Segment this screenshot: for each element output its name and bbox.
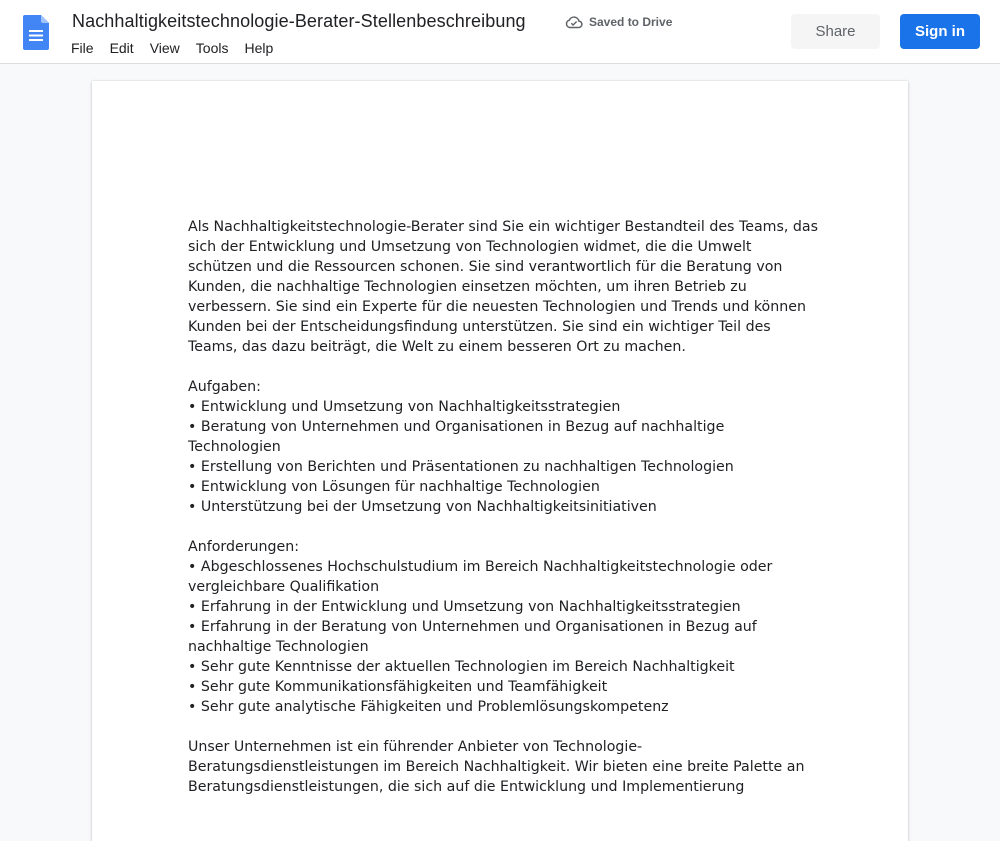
document-title[interactable]: Nachhaltigkeitstechnologie-Berater-Stellenbeschreibung — [72, 11, 526, 31]
list-item: • Unterstützung bei der Umsetzung von Nachhaltigkeitsinitiativen — [188, 499, 657, 515]
share-button[interactable]: Share — [791, 14, 880, 49]
menu-view[interactable]: View — [149, 40, 180, 56]
list-item: • Entwicklung und Umsetzung von Nachhaltigkeitsstrategien — [188, 399, 621, 415]
saved-status-label: Saved to Drive — [589, 15, 673, 29]
list-item: • Erstellung von Berichten und Präsentationen zu nachhaltigen Technologien — [188, 459, 734, 475]
closing-paragraph: Unser Unternehmen ist ein führender Anbieter von Technologie-Beratungsdienstleistungen im Bereich Nachhaltigkeit. Wir bieten eine breite Palette an Beratungsdienstleistungen, die sich auf die Entwicklung und Implementierung — [188, 739, 805, 795]
sign-in-button[interactable]: Sign in — [900, 14, 980, 49]
document-body[interactable] — [188, 217, 818, 797]
menu-help[interactable]: Help — [244, 40, 274, 56]
menu-file[interactable]: File — [71, 40, 94, 56]
cloud-done-icon — [565, 15, 583, 29]
list-item: • Sehr gute Kenntnisse der aktuellen Technologien im Bereich Nachhaltigkeit — [188, 659, 735, 675]
list-item: • Sehr gute Kommunikationsfähigkeiten und Teamfähigkeit — [188, 679, 608, 695]
tasks-heading: Aufgaben: — [188, 379, 261, 395]
list-item: • Abgeschlossenes Hochschulstudium im Bereich Nachhaltigkeitstechnologie oder vergleichbare Qualifikation — [188, 559, 773, 595]
save-status[interactable] — [565, 13, 672, 31]
requirements-heading: Anforderungen: — [188, 539, 300, 555]
tasks-section — [188, 377, 818, 517]
menu-bar — [71, 40, 289, 56]
document-canvas[interactable] — [0, 65, 1000, 795]
intro-paragraph: Als Nachhaltigkeitstechnologie-Berater sind Sie ein wichtiger Bestandteil des Teams, das sich der Entwicklung und Umsetzung von Technologien widmet, die die Umwelt schützen und die Ressourcen schonen. Sie sind verantwortlich für die Beratung von Kunden, die nachhaltige Technologien einsetzen möchten, um ihren Betrieb zu verbessern. Sie sind ein Experte für die neuesten Technologien und Trends und können Kunden bei der Entscheidungsfindung unterstützen. Sie sind ein wichtiger Teil des Teams, das dazu beiträgt, die Welt zu einem besseren Ort zu machen. — [188, 219, 818, 355]
requirements-section — [188, 537, 818, 717]
list-item: • Erfahrung in der Entwicklung und Umsetzung von Nachhaltigkeitsstrategien — [188, 599, 741, 615]
list-item: • Beratung von Unternehmen und Organisationen in Bezug auf nachhaltige Technologien — [188, 419, 725, 455]
top-bar — [0, 0, 1000, 64]
document-page[interactable] — [92, 81, 908, 841]
menu-edit[interactable]: Edit — [109, 40, 134, 56]
list-item: • Sehr gute analytische Fähigkeiten und Problemlösungskompetenz — [188, 699, 669, 715]
list-item: • Erfahrung in der Beratung von Unternehmen und Organisationen in Bezug auf nachhaltige Technologien — [188, 619, 757, 655]
list-item: • Entwicklung von Lösungen für nachhaltige Technologien — [188, 479, 600, 495]
menu-tools[interactable]: Tools — [195, 40, 229, 56]
google-docs-icon[interactable] — [23, 15, 49, 50]
